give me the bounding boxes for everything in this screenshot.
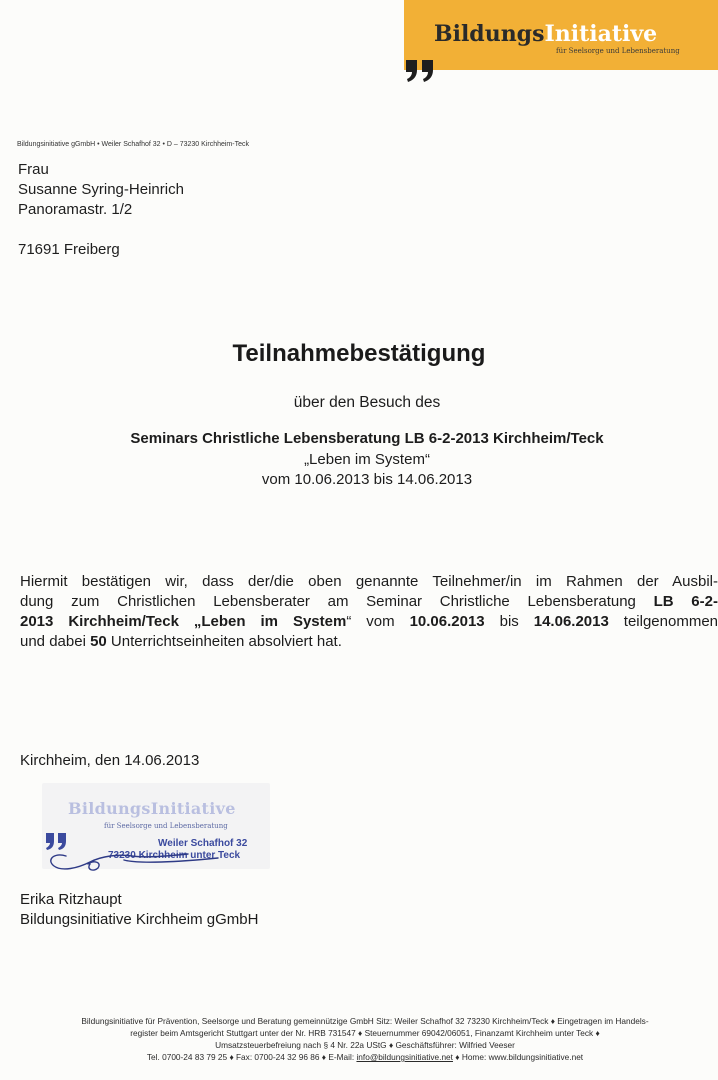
stamp-wordmark: BildungsInitiative xyxy=(68,799,236,818)
logo-wordmark xyxy=(434,22,657,46)
body-line-4: und dabei 50 Unterrichtseinheiten absolviert hat. xyxy=(20,633,342,650)
handwritten-signature xyxy=(28,838,268,878)
stamp-tagline: für Seelsorge und Lebensberatung xyxy=(104,822,228,830)
seminar-name: Seminars Christliche Lebensberatung LB 6-2-2013 Kirchheim/Teck xyxy=(130,430,604,447)
recipient-address xyxy=(18,160,184,260)
recipient-street: Panoramastr. 1/2 xyxy=(18,201,133,218)
recipient-city: 71691 Freiberg xyxy=(18,241,120,258)
document-subtitle: über den Besuch des xyxy=(293,394,441,411)
logo-word-part1: Bildungs xyxy=(434,21,545,47)
footer-line-3: Umsatzsteuerbefreiung nach § 4 Nr. 22a UStG ♦ Geschäftsführer: Wilfried Veeser xyxy=(215,1040,515,1050)
stamp-street: Weiler Schafhof 32 xyxy=(158,838,248,849)
confirmation-text xyxy=(20,572,718,652)
sender-address-line: Bildungsinitiative gGmbH • Weiler Schafhof 32 • D – 73230 Kirchheim-Teck xyxy=(17,141,249,148)
place-and-date: Kirchheim, den 14.06.2013 xyxy=(20,752,200,769)
signer-organization: Bildungsinitiative Kirchheim gGmbH xyxy=(20,911,259,928)
document-title: Teilnahmebestätigung xyxy=(232,340,486,367)
body-line-2: dung zum Christlichen Lebensberater am Seminar Christliche Lebensberatung LB 6-2- xyxy=(20,593,718,610)
footer-email-link[interactable]: info@bildungsinitiative.net xyxy=(356,1052,453,1062)
footer-line-1: Bildungsinitiative für Prävention, Seelsorge und Beratung gemeinnützige GmbH Sitz: Weiler Schafhof 32 73230 Kirchheim/Teck ♦ Eingetragen im Handels- xyxy=(81,1016,649,1026)
footer-line-2: register beim Amtsgericht Stuttgart unter der Nr. HRB 731547 ♦ Steuernummer 69042/06051, Finanzamt Kirchheim unter Teck ♦ xyxy=(130,1028,600,1038)
seminar-motto: „Leben im System“ xyxy=(304,451,430,468)
seminar-dates: vom 10.06.2013 bis 14.06.2013 xyxy=(261,471,473,488)
footer-line-4: Tel. 0700-24 83 79 25 ♦ Fax: 0700-24 32 96 86 ♦ E-Mail: info@bildungsinitiative.net ♦ Home: www.bildungsinitiative.net xyxy=(146,1052,584,1062)
signer-block xyxy=(20,890,258,930)
body-line-3: 2013 Kirchheim/Teck „Leben im System“ vom 10.06.2013 bis 14.06.2013 teilgenommen xyxy=(20,613,718,630)
body-line-1: Hiermit bestätigen wir, dass der/die oben genannte Teilnehmer/in im Rahmen der Ausbil- xyxy=(20,573,718,590)
footer-company-info xyxy=(0,1015,718,1063)
signer-name: Erika Ritzhaupt xyxy=(20,891,122,908)
quote-mark-icon xyxy=(404,56,438,86)
recipient-salutation: Frau xyxy=(18,161,49,178)
recipient-name: Susanne Syring-Heinrich xyxy=(18,181,184,198)
stamp-city: 73230 Kirchheim unter Teck xyxy=(108,850,241,861)
logo-word-part2: Initiative xyxy=(544,21,658,47)
logo-tagline: für Seelsorge und Lebensberatung xyxy=(556,47,680,55)
